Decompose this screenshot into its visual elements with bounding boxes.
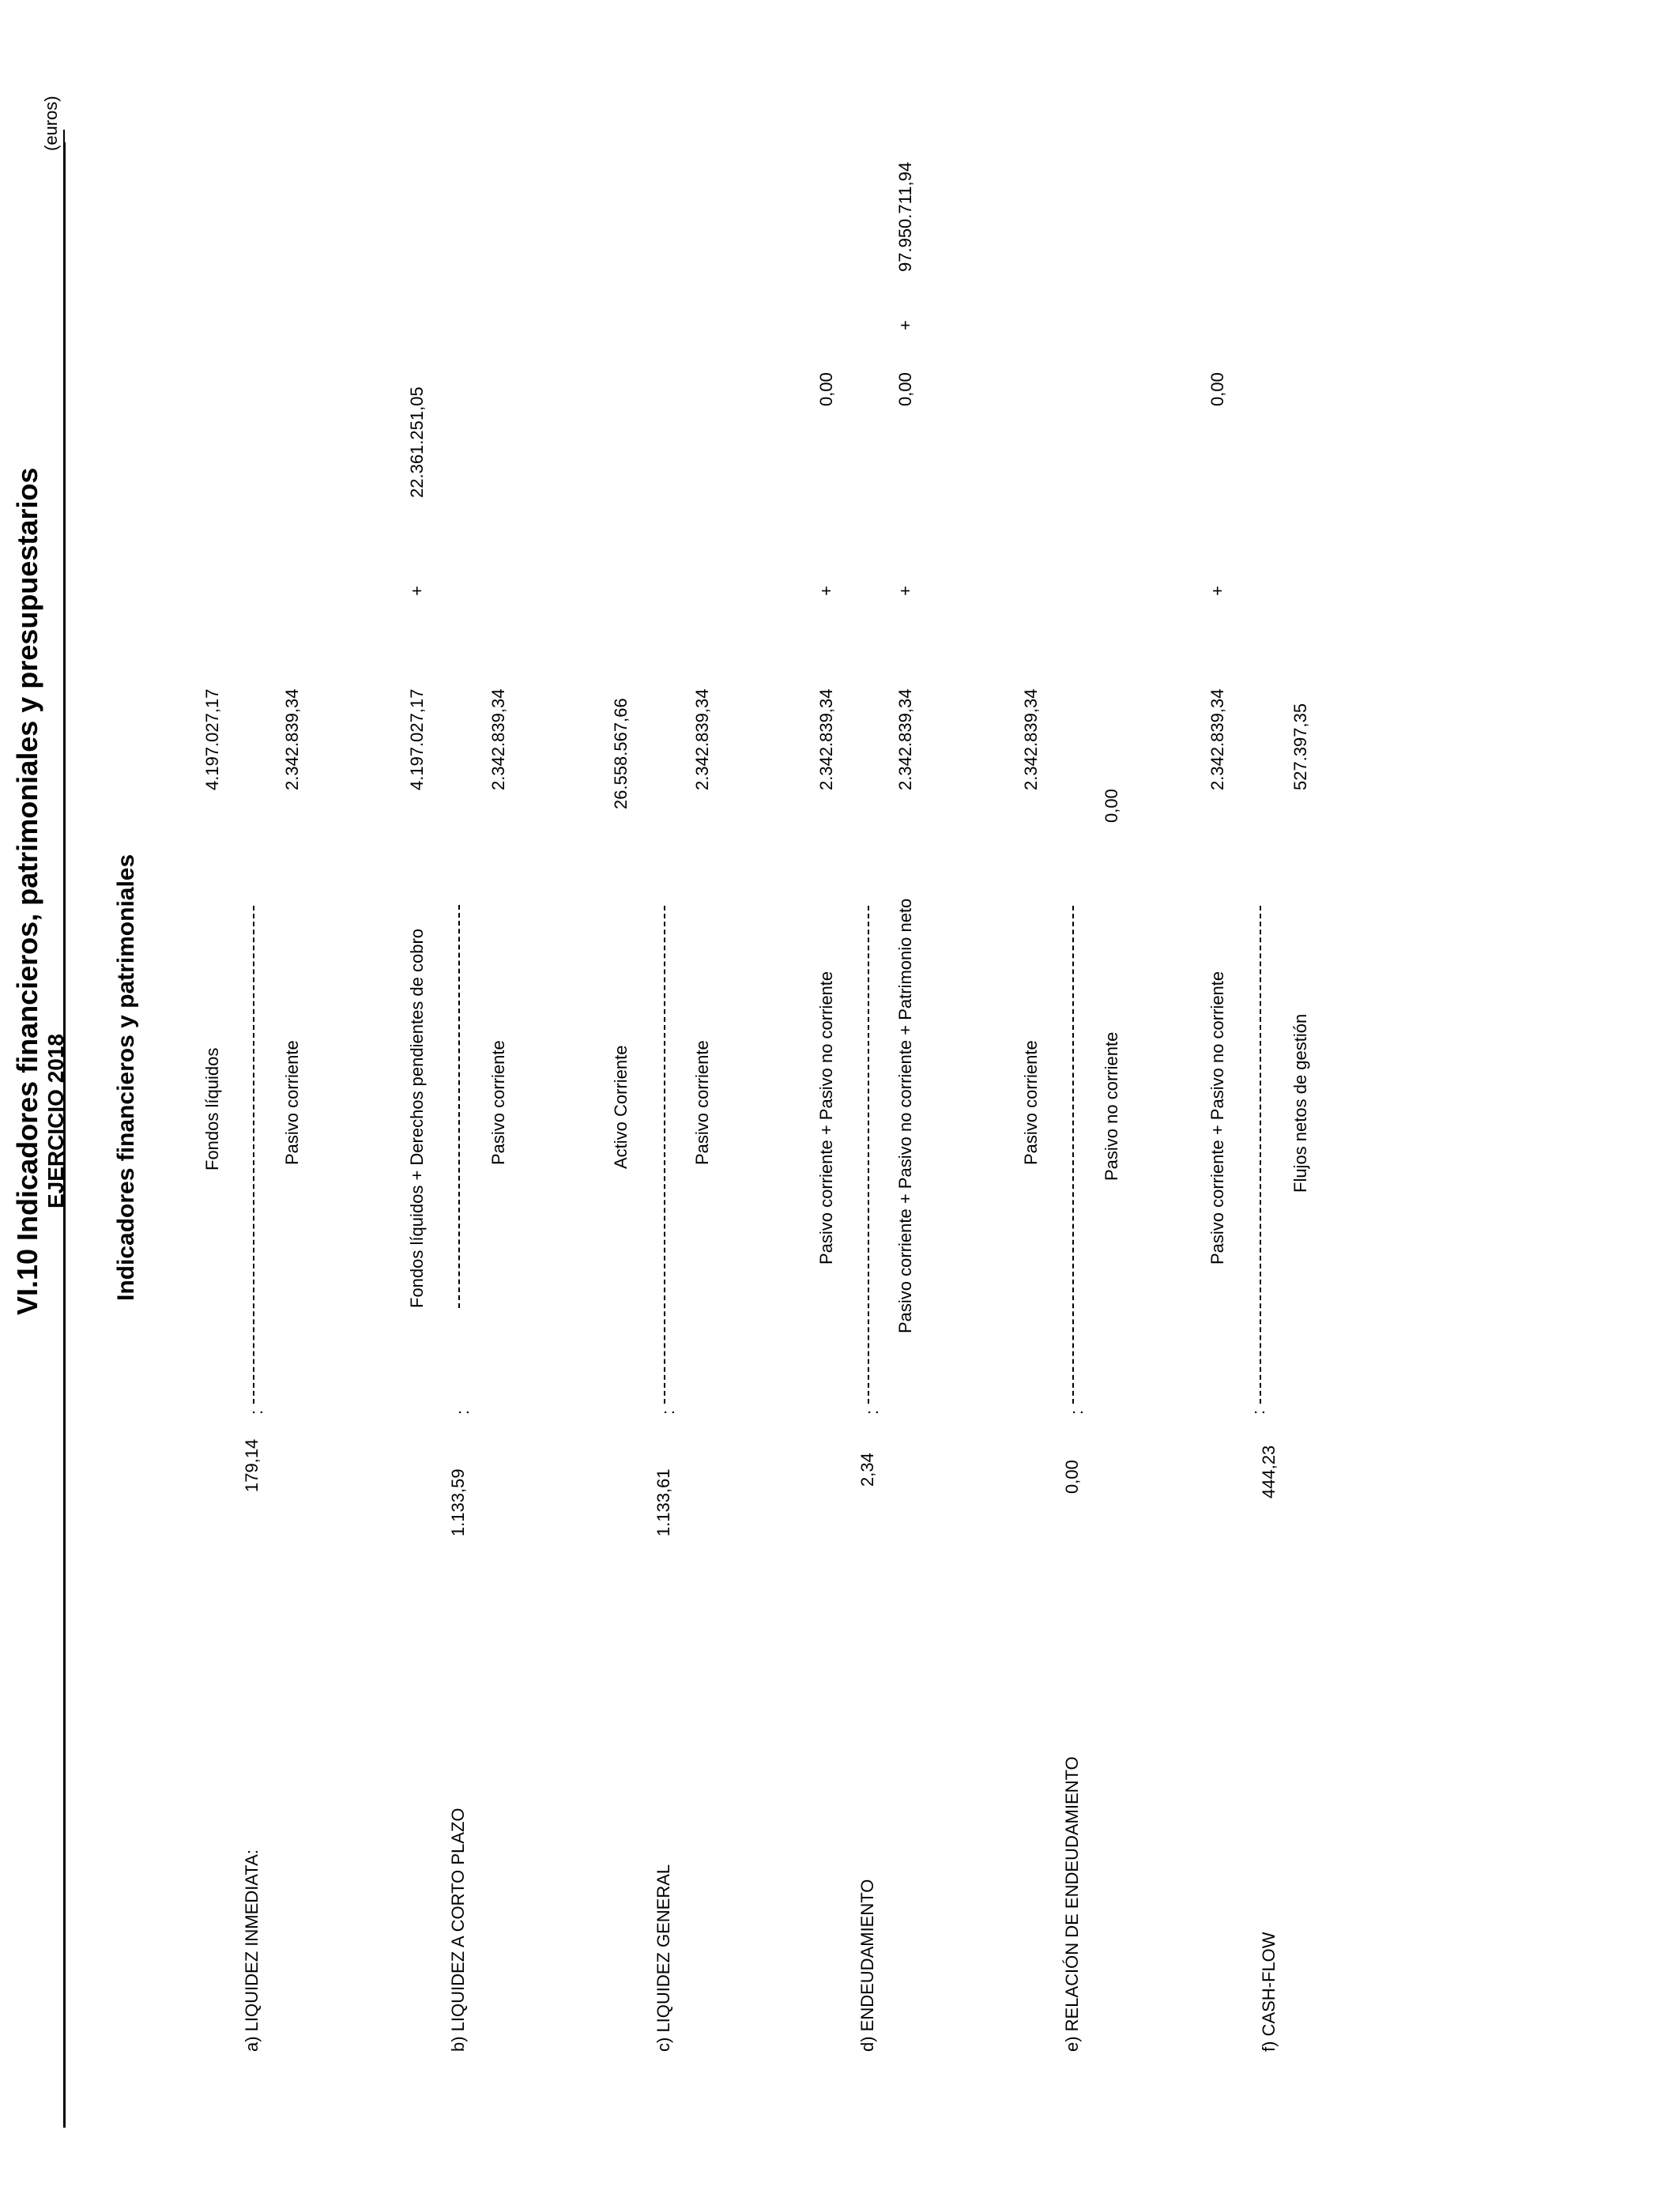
- numerator-value-2: 22.361.251,05: [407, 386, 427, 498]
- plus-sign: +: [816, 586, 836, 596]
- denominator-label: Pasivo corriente: [488, 1040, 508, 1165]
- indicator-value: 444,23: [1259, 1445, 1279, 1498]
- numerator-value: 4.197.027,17: [202, 688, 222, 790]
- unit-rule: [63, 130, 65, 155]
- denominator-value-3: 97.950.711,94: [895, 161, 915, 272]
- numerator-label: Fondos líquidos: [202, 1047, 222, 1171]
- indicator-label: d) ENDEUDAMIENTO: [857, 1879, 877, 2052]
- indicator-value: 1.133,59: [448, 1468, 468, 1536]
- denominator-label: Flujos netos de gestión: [1290, 1013, 1310, 1193]
- numerator-label: Activo Corriente: [611, 1045, 631, 1169]
- numerator-label: Pasivo corriente + Pasivo no corriente: [816, 971, 836, 1265]
- indicator-colon: :: [862, 1409, 882, 1415]
- fraction-line: [664, 906, 665, 1404]
- numerator-label: Fondos líquidos + Derechos pendientes de cobro: [407, 928, 427, 1308]
- denominator-value-2: 0,00: [895, 372, 915, 406]
- denominator-label: Pasivo corriente: [282, 1040, 302, 1165]
- plus-sign: +: [895, 586, 915, 596]
- plus-sign: +: [1207, 586, 1227, 596]
- indicator-colon: :: [1067, 1409, 1087, 1415]
- indicator-label: b) LIQUIDEZ A CORTO PLAZO: [448, 1808, 468, 2052]
- numerator-value-2: 0,00: [816, 372, 836, 406]
- fraction-line: [1260, 906, 1261, 1404]
- plus-sign: +: [407, 586, 427, 596]
- denominator-value: 2.342.839,34: [282, 688, 302, 790]
- indicator-value: 1.133,61: [654, 1468, 673, 1536]
- fraction-line: [253, 906, 254, 1404]
- indicator-label: f) CASH-FLOW: [1259, 1932, 1279, 2052]
- indicator-label: a) LIQUIDEZ INMEDIATA:: [242, 1849, 262, 2052]
- denominator-value: 2.342.839,34: [488, 688, 508, 790]
- page-title: VI.10 Indicadores financieros, patrimoniales y presupuestarios: [11, 467, 43, 1315]
- numerator-value: 4.197.027,17: [407, 688, 427, 790]
- denominator-value: 2.342.839,34: [692, 688, 712, 790]
- indicator-colon: :: [658, 1409, 678, 1415]
- denominator-value: 0,00: [1102, 789, 1121, 823]
- denominator-label: Pasivo corriente: [692, 1040, 712, 1165]
- header-rule: [63, 142, 66, 2128]
- numerator-label: Pasivo corriente: [1021, 1040, 1041, 1165]
- fraction-line: [458, 905, 460, 1308]
- fraction-line: [1072, 906, 1074, 1404]
- numerator-value: 2.342.839,34: [1207, 688, 1227, 790]
- unit-label: (euros): [41, 96, 61, 151]
- indicator-value: 0,00: [1062, 1460, 1082, 1494]
- plus-sign: +: [895, 320, 915, 330]
- indicator-colon: :: [1249, 1409, 1268, 1415]
- denominator-value: 2.342.839,34: [895, 688, 915, 790]
- indicator-label: c) LIQUIDEZ GENERAL: [654, 1864, 673, 2052]
- indicator-value: 179,14: [242, 1438, 262, 1492]
- indicator-colon: :: [453, 1409, 473, 1415]
- indicator-value: 2,34: [857, 1453, 877, 1487]
- indicator-label: e) RELACIÓN DE ENDEUDAMIENTO: [1062, 1756, 1082, 2052]
- numerator-value: 2.342.839,34: [1021, 688, 1041, 790]
- numerator-value: 26.558.567,66: [611, 698, 631, 809]
- denominator-value: 527.397,35: [1290, 703, 1310, 790]
- indicator-colon: :: [247, 1409, 266, 1415]
- numerator-label: Pasivo corriente + Pasivo no corriente: [1207, 971, 1227, 1265]
- fraction-line: [868, 906, 869, 1404]
- denominator-label: Pasivo corriente + Pasivo no corriente + Patrimonio neto: [895, 898, 915, 1333]
- numerator-value-2: 0,00: [1207, 372, 1227, 406]
- section-title: Indicadores financieros y patrimoniales: [113, 854, 139, 1301]
- page-subtitle: EJERCICIO 2018: [43, 1034, 68, 1208]
- denominator-label: Pasivo no corriente: [1102, 1031, 1121, 1181]
- numerator-value: 2.342.839,34: [816, 688, 836, 790]
